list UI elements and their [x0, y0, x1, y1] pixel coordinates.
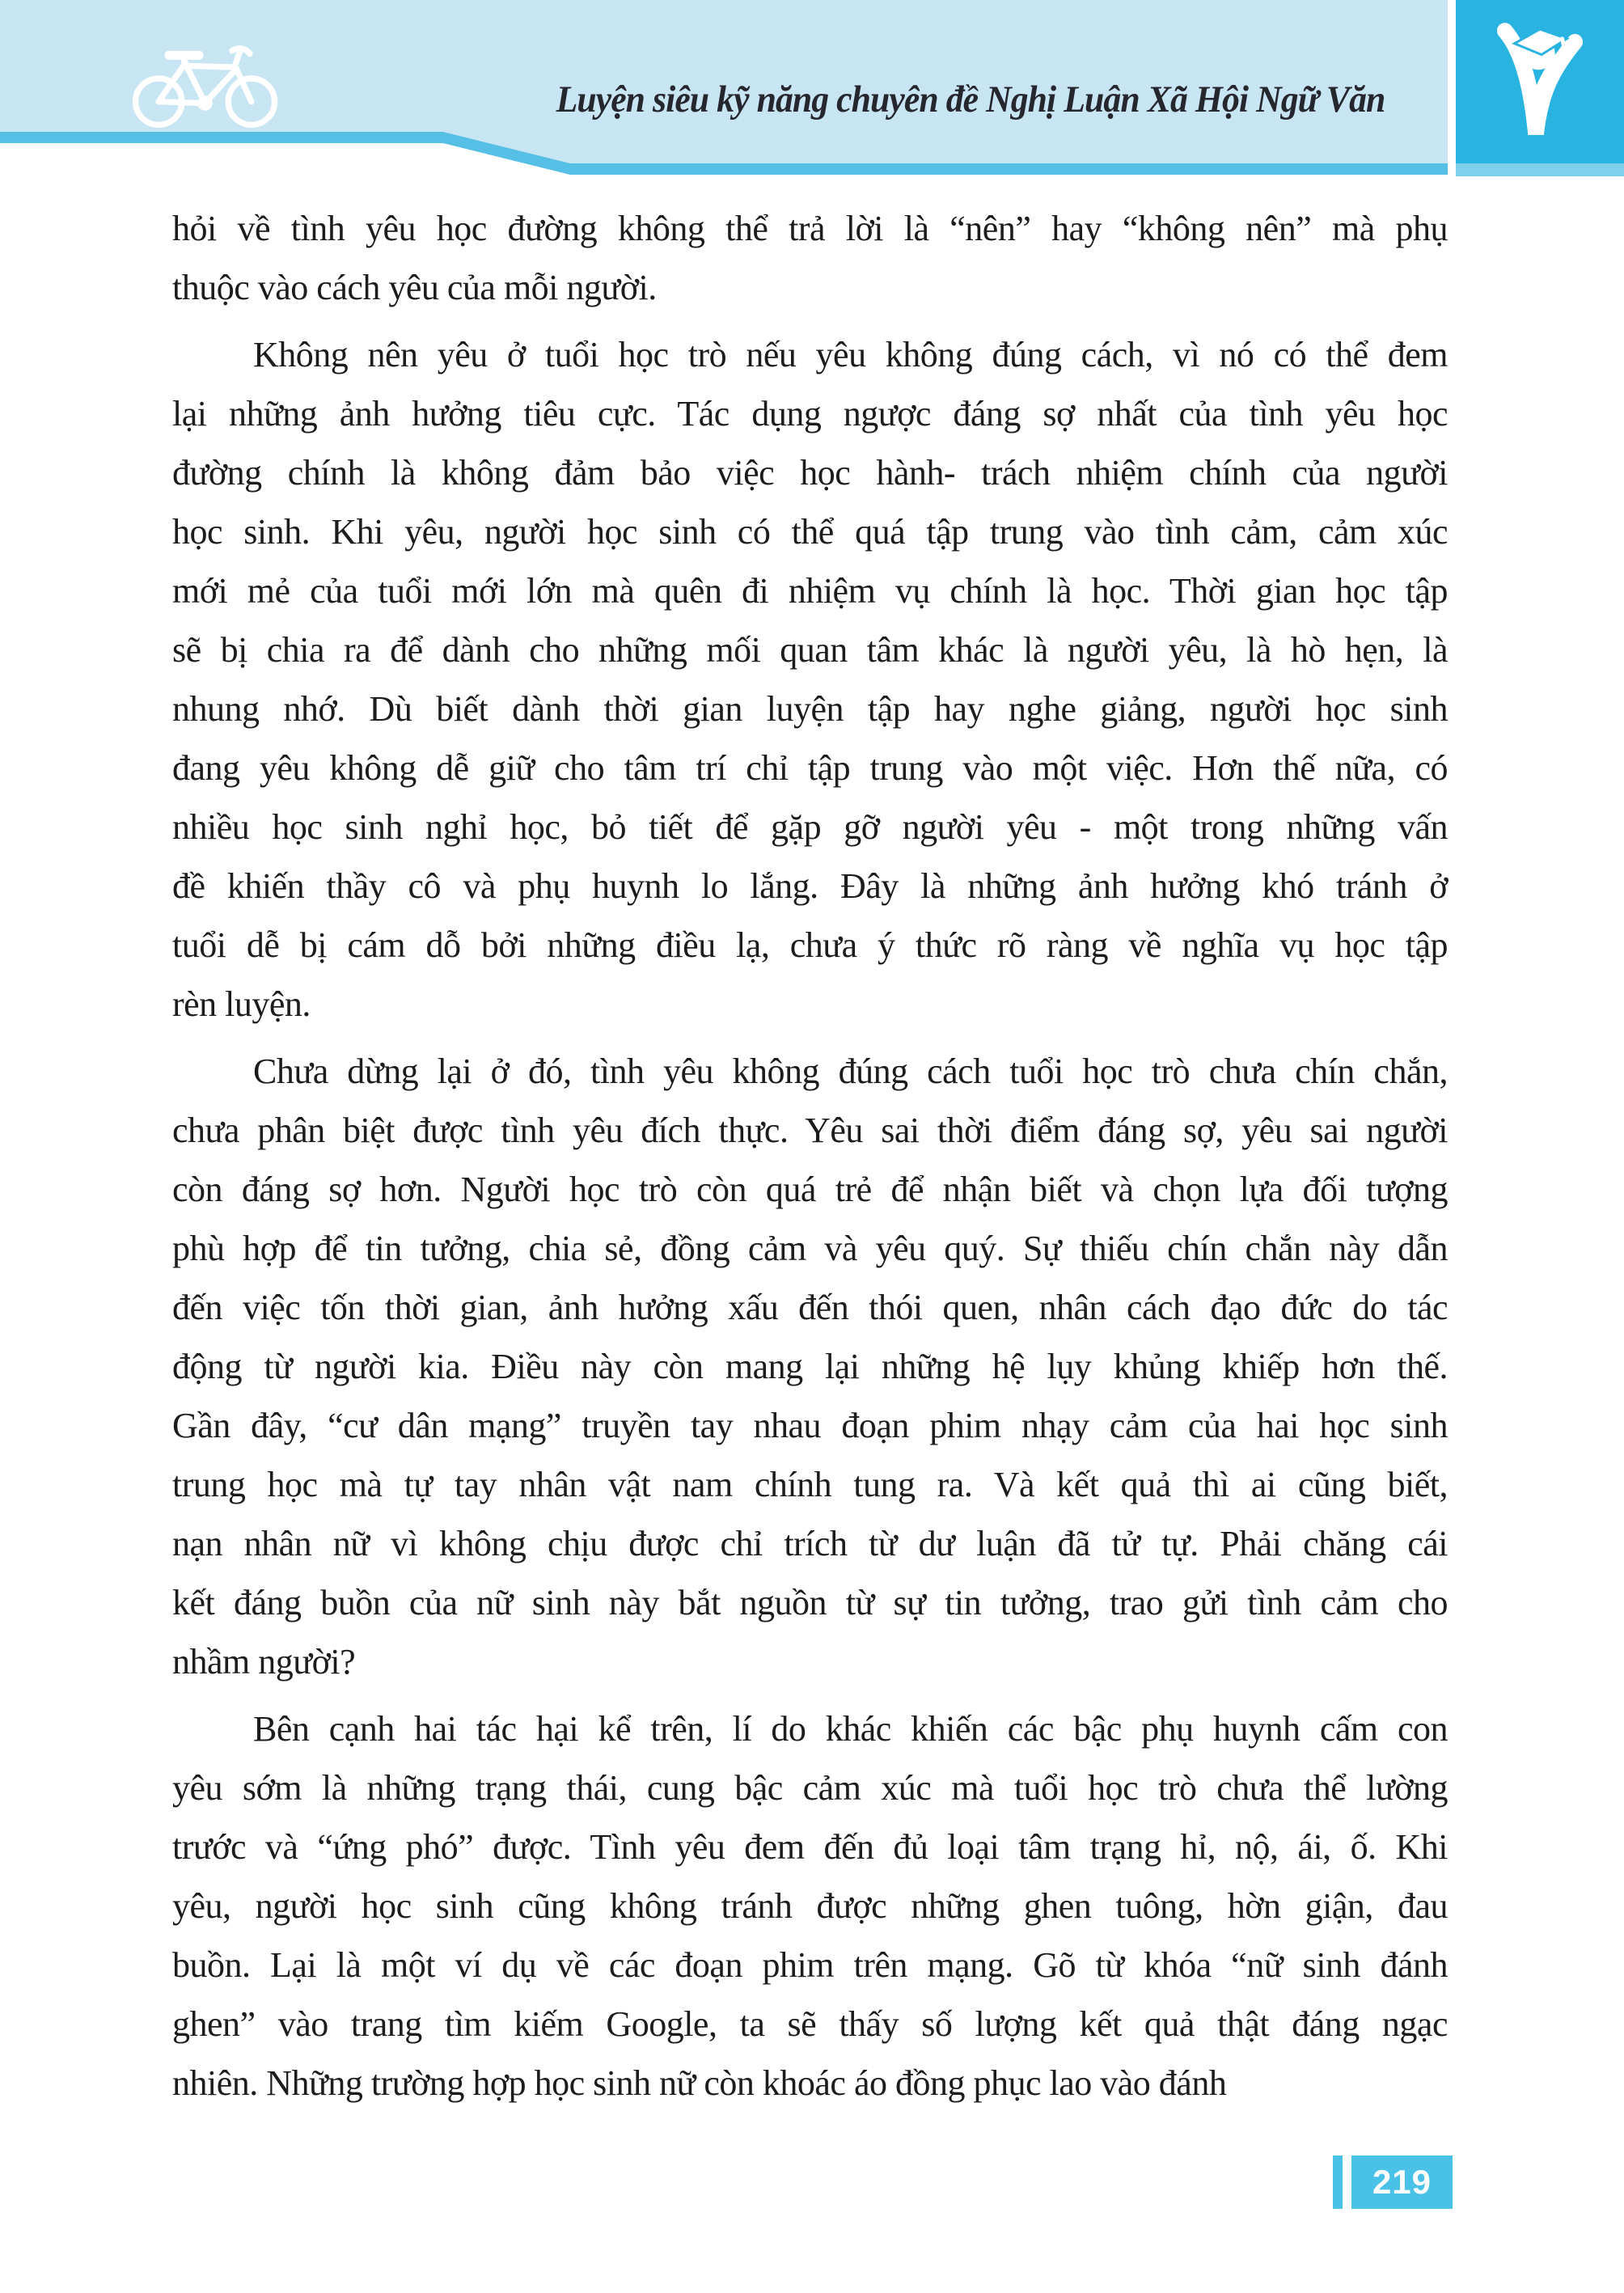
- text-line: kết đáng buồn của nữ sinh này bắt nguồn từ sự tin tưởng, trao gửi tình cảm cho: [172, 1583, 1448, 1622]
- paragraph: [172, 199, 1448, 317]
- text-line: ghen” vào trang tìm kiếm Google, ta sẽ thấy số lượng kết quả thật đáng ngạc: [172, 2004, 1448, 2044]
- text-line: nhiều học sinh nghỉ học, bỏ tiết để gặp gỡ người yêu - một trong những vấn: [172, 807, 1448, 847]
- paragraph: [172, 1042, 1448, 1691]
- text-line: đường chính là không đảm bảo việc học hành- trách nhiệm chính của người: [172, 453, 1448, 493]
- text-line: Bên cạnh hai tác hại kể trên, lí do khác khiến các bậc phụ huynh cấm con: [253, 1709, 1448, 1749]
- page-number-bar: [1333, 2156, 1343, 2209]
- text-line: lại những ảnh hưởng tiêu cực. Tác dụng ngược đáng sợ nhất của tình yêu học: [172, 394, 1448, 434]
- text-line: sẽ bị chia ra để dành cho những mối quan tâm khác là người yêu, là hò hẹn, là: [172, 630, 1448, 670]
- page-number-badge: 219: [1351, 2156, 1453, 2209]
- text-line: trung học mà tự tay nhân vật nam chính tung ra. Và kết quả thì ai cũng biết,: [172, 1465, 1448, 1504]
- text-line: phù hợp để tin tưởng, chia sẻ, đồng cảm và yêu quý. Sự thiếu chín chắn này dẫn: [172, 1229, 1448, 1268]
- text-line: nhung nhớ. Dù biết dành thời gian luyện tập hay nghe giảng, người học sinh: [172, 689, 1448, 729]
- page-title: Luyện siêu kỹ năng chuyên đề Nghị Luận Xã Hội Ngữ Văn: [556, 78, 1385, 121]
- text-line: đến việc tốn thời gian, ảnh hưởng xấu đến thói quen, nhân cách đạo đức do tác: [172, 1288, 1448, 1327]
- text-line: yêu, người học sinh cũng không tránh được những ghen tuông, hờn giận, đau: [172, 1886, 1448, 1926]
- publisher-logo: [1456, 0, 1624, 176]
- logo-footer-band: [1456, 163, 1624, 176]
- text-line: đang yêu không dễ giữ cho tâm trí chỉ tập trung vào một việc. Hơn thế nữa, có: [172, 748, 1448, 788]
- logo-square: [1456, 0, 1624, 163]
- text-line: mới mẻ của tuổi mới lớn mà quên đi nhiệm vụ chính là học. Thời gian học tập: [172, 571, 1448, 611]
- text-line: đề khiến thầy cô và phụ huynh lo lắng. Đây là những ảnh hưởng khó tránh ở: [172, 866, 1448, 906]
- text-line: nạn nhân nữ vì không chịu được chỉ trích từ dư luận đã tử tự. Phải chăng cái: [172, 1524, 1448, 1563]
- text-line: Không nên yêu ở tuổi học trò nếu yêu không đúng cách, vì nó có thể đem: [253, 335, 1448, 374]
- text-line: thuộc vào cách yêu của mỗi người.: [172, 268, 657, 307]
- text-line: rèn luyện.: [172, 984, 311, 1024]
- text-line: trước và “ứng phó” được. Tình yêu đem đến đủ loại tâm trạng hỉ, nộ, ái, ố. Khi: [172, 1827, 1448, 1867]
- text-line: học sinh. Khi yêu, người học sinh có thể quá tập trung vào tình cảm, cảm xúc: [172, 512, 1448, 552]
- text-line: Chưa dừng lại ở đó, tình yêu không đúng cách tuổi học trò chưa chín chắn,: [253, 1051, 1448, 1091]
- text-line: buồn. Lại là một ví dụ về các đoạn phim trên mạng. Gõ từ khóa “nữ sinh đánh: [172, 1945, 1448, 1985]
- paragraph: [172, 325, 1448, 1034]
- text-line: động từ người kia. Điều này còn mang lại những hệ lụy khủng khiếp hơn thế.: [172, 1347, 1448, 1386]
- text-line: còn đáng sợ hơn. Người học trò còn quá trẻ để nhận biết và chọn lựa đối tượng: [172, 1170, 1448, 1209]
- text-line: tuổi dễ bị cám dỗ bởi những điều lạ, chưa ý thức rõ ràng về nghĩa vụ học tập: [172, 925, 1448, 965]
- body-text: [172, 199, 1448, 2113]
- text-line: hỏi về tình yêu học đường không thể trả lời là “nên” hay “không nên” mà phụ: [172, 209, 1448, 248]
- text-line: yêu sớm là những trạng thái, cung bậc cảm xúc mà tuổi học trò chưa thể lường: [172, 1768, 1448, 1808]
- text-line: nhầm người?: [172, 1642, 356, 1682]
- text-line: chưa phân biệt được tình yêu đích thực. Yêu sai thời điểm đáng sợ, yêu sai người: [172, 1111, 1448, 1150]
- bicycle-icon: [130, 36, 280, 131]
- graduate-figure-icon: [1492, 18, 1588, 146]
- text-line: Gần đây, “cư dân mạng” truyền tay nhau đoạn phim nhạy cảm của hai học sinh: [172, 1406, 1448, 1445]
- text-line: nhiên. Những trường hợp học sinh nữ còn khoác áo đồng phục lao vào đánh: [172, 2063, 1227, 2103]
- paragraph: [172, 1699, 1448, 2113]
